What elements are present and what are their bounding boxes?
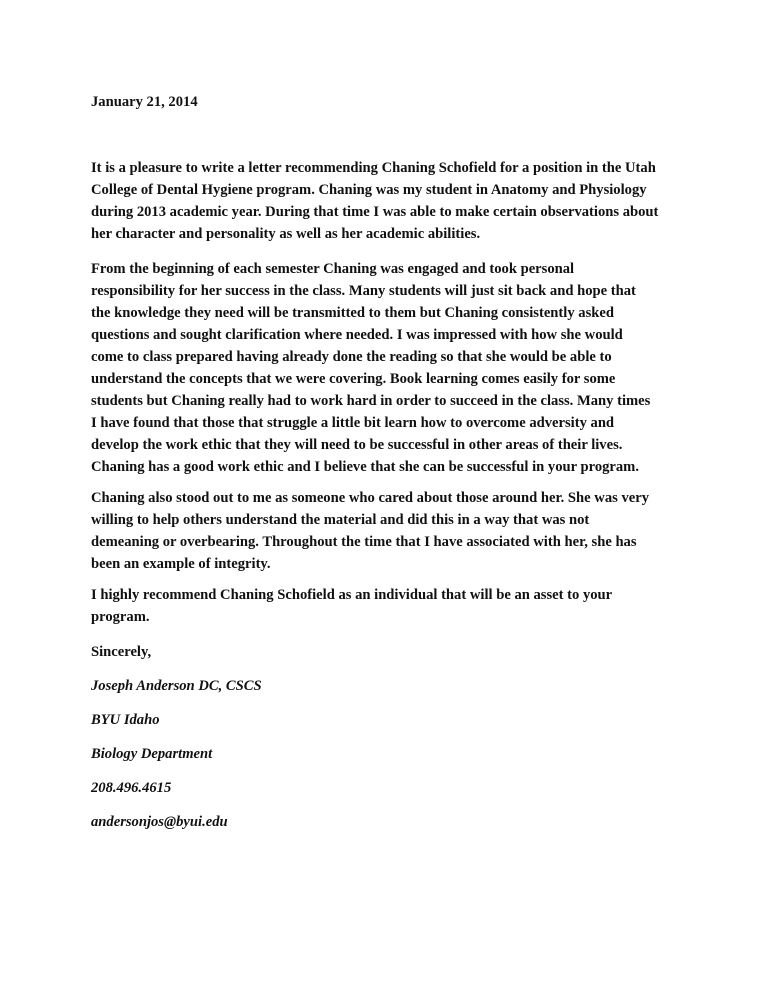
paragraph-line: come to class prepared having already done the reading so that she would be able to — [91, 349, 612, 365]
paragraph-line: Chaning has a good work ethic and I believe that she can be successful in your program. — [91, 459, 639, 475]
paragraph-line: her character and personality as well as her academic abilities. — [91, 226, 481, 242]
paragraph-line: responsibility for her success in the class. Many students will just sit back and hope that — [91, 283, 636, 299]
paragraph-line: I highly recommend Chaning Schofield as an individual that will be an asset to your — [91, 587, 613, 603]
paragraph-line: understand the concepts that we were covering. Book learning comes easily for some — [91, 371, 616, 387]
signer-email: andersonjos@byui.edu — [91, 814, 228, 830]
paragraph-line: demeaning or overbearing. Throughout the time that I have associated with her, she has — [91, 534, 637, 550]
signer-department: Biology Department — [91, 746, 213, 762]
paragraph-line: the knowledge they need will be transmitted to them but Chaning consistently asked — [91, 305, 614, 321]
paragraph-line: willing to help others understand the material and did this in a way that was not — [91, 512, 590, 528]
paragraph-line: students but Chaning really had to work hard in order to succeed in the class. Many times — [91, 393, 651, 409]
paragraph-line: From the beginning of each semester Chaning was engaged and took personal — [91, 261, 575, 277]
paragraph-character — [91, 487, 691, 575]
paragraph-introduction — [91, 157, 691, 245]
paragraph-line: Chaning also stood out to me as someone who cared about those around her. She was very — [91, 490, 649, 506]
paragraph-line: I have found that those that struggle a little bit learn how to overcome adversity and — [91, 415, 615, 431]
signer-phone: 208.496.4615 — [91, 780, 172, 796]
paragraph-line: during 2013 academic year. During that time I was able to make certain observations about — [91, 204, 659, 220]
paragraph-line: program. — [91, 609, 150, 625]
letter-date: January 21, 2014 — [91, 94, 198, 110]
closing: Sincerely, — [91, 644, 152, 660]
paragraph-line: been an example of integrity. — [91, 556, 271, 572]
signer-name: Joseph Anderson DC, CSCS — [91, 678, 262, 694]
signer-institution: BYU Idaho — [91, 712, 160, 728]
paragraph-line: develop the work ethic that they will need to be successful in other areas of their lives. — [91, 437, 623, 453]
paragraph-recommendation — [91, 584, 691, 628]
paragraph-line: It is a pleasure to write a letter recommending Chaning Schofield for a position in the Utah — [91, 160, 656, 176]
paragraph-line: questions and sought clarification where needed. I was impressed with how she would — [91, 327, 623, 343]
paragraph-line: College of Dental Hygiene program. Chaning was my student in Anatomy and Physiology — [91, 182, 647, 198]
paragraph-engagement — [91, 258, 691, 478]
